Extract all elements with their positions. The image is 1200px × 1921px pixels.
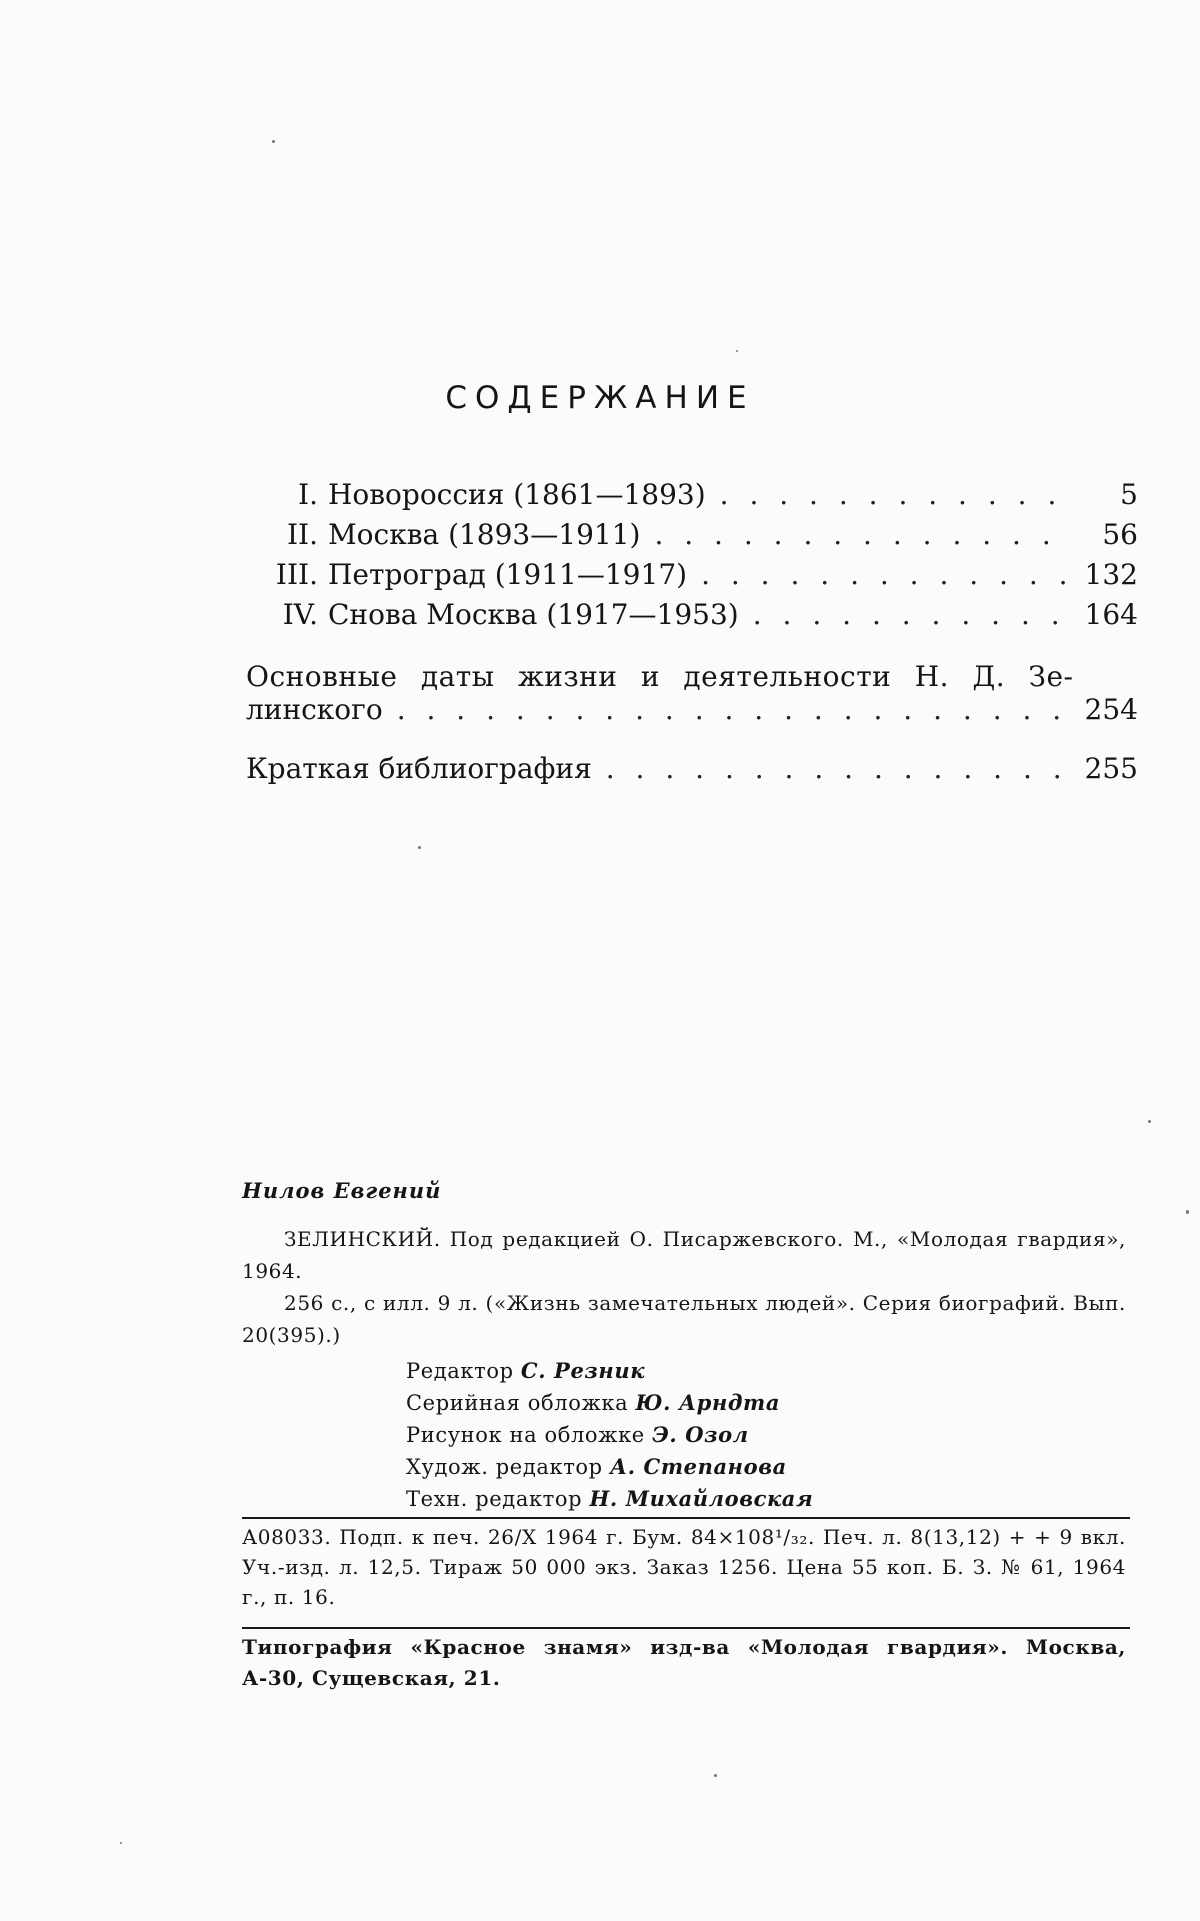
scan-speck bbox=[120, 1842, 122, 1844]
toc-entry[interactable] bbox=[246, 515, 1138, 555]
bibliographic-record bbox=[242, 1178, 1126, 1515]
page-number: 254 bbox=[1082, 693, 1138, 727]
scan-speck bbox=[272, 140, 275, 143]
scan-speck bbox=[736, 350, 738, 352]
table-of-contents bbox=[246, 475, 1138, 789]
page-number: 255 bbox=[1082, 749, 1138, 789]
toc-entry[interactable] bbox=[246, 475, 1138, 515]
author-name: Нилов Евгений bbox=[242, 1178, 1126, 1203]
credit-line bbox=[406, 1387, 1126, 1419]
scan-speck bbox=[714, 1774, 717, 1777]
credit-role: Худож. редактор bbox=[406, 1455, 603, 1479]
chapter-number: II. bbox=[246, 515, 328, 555]
printer-info: Типография «Красное знамя» изд-ва «Молодая гвардия». Москва, А-30, Сущевская, 21. bbox=[242, 1632, 1126, 1694]
dot-leader bbox=[720, 475, 1068, 515]
series-info: 256 с., с илл. 9 л. («Жизнь замечательных людей». Серия биографий. Вып. 20(395).) bbox=[242, 1287, 1126, 1351]
credits-list bbox=[406, 1355, 1126, 1515]
dates-title-line2-row bbox=[246, 693, 1138, 727]
chapter-number: I. bbox=[246, 475, 328, 515]
chapter-number: IV. bbox=[246, 595, 328, 635]
credit-line bbox=[406, 1451, 1126, 1483]
credit-name: Н. Михайловская bbox=[589, 1486, 813, 1511]
toc-entry-dates[interactable] bbox=[246, 661, 1138, 727]
toc-entry[interactable] bbox=[246, 595, 1138, 635]
scan-speck bbox=[1186, 1210, 1189, 1214]
credit-name: А. Степанова bbox=[610, 1454, 787, 1479]
scan-speck bbox=[1148, 1120, 1151, 1123]
credit-name: Ю. Арндта bbox=[636, 1390, 781, 1415]
page-number: 132 bbox=[1082, 555, 1138, 595]
credit-line bbox=[406, 1355, 1126, 1387]
dot-leader bbox=[753, 595, 1068, 635]
chapter-title: Новороссия (1861—1893) bbox=[328, 475, 706, 515]
chapter-title: Москва (1893—1911) bbox=[328, 515, 640, 555]
credit-name: С. Резник bbox=[521, 1358, 645, 1383]
dot-leader bbox=[606, 749, 1068, 789]
divider-rule bbox=[242, 1627, 1130, 1629]
bibliography-title: Краткая библиография bbox=[246, 749, 592, 789]
credit-name: Э. Озол bbox=[652, 1422, 749, 1447]
page-number: 164 bbox=[1082, 595, 1138, 635]
imprint-data: А08033. Подп. к печ. 26/X 1964 г. Бум. 84×108¹/₃₂. Печ. л. 8(13,12) + + 9 вкл. Уч.-изд. л. 12,5. Тираж 50 000 экз. Заказ 1256. Цена 55 коп. Б. З. № 61, 1964 г., п. 16. bbox=[242, 1522, 1126, 1612]
page-number: 56 bbox=[1082, 515, 1138, 555]
dates-title-line2: линского bbox=[246, 693, 383, 727]
chapter-number: III. bbox=[246, 555, 328, 595]
credit-line bbox=[406, 1419, 1126, 1451]
credit-role: Техн. редактор bbox=[406, 1487, 582, 1511]
dot-leader bbox=[397, 693, 1068, 727]
page-number: 5 bbox=[1082, 475, 1138, 515]
dot-leader bbox=[654, 515, 1068, 555]
contents-heading: СОДЕРЖАНИЕ bbox=[0, 380, 1200, 416]
book-description: ЗЕЛИНСКИЙ. Под редакцией О. Писаржевского. М., «Молодая гвардия», 1964. bbox=[242, 1223, 1126, 1287]
divider-rule bbox=[242, 1517, 1130, 1519]
dates-title-line1: Основные даты жизни и деятельности Н. Д. Зе- bbox=[246, 661, 1138, 693]
book-page bbox=[0, 0, 1200, 1921]
credit-role: Серийная обложка bbox=[406, 1391, 628, 1415]
chapter-title: Петроград (1911—1917) bbox=[328, 555, 687, 595]
toc-entry-bibliography[interactable] bbox=[246, 749, 1138, 789]
credit-line bbox=[406, 1483, 1126, 1515]
credit-role: Редактор bbox=[406, 1359, 514, 1383]
chapter-title: Снова Москва (1917—1953) bbox=[328, 595, 739, 635]
scan-speck bbox=[418, 846, 421, 849]
credit-role: Рисунок на обложке bbox=[406, 1423, 645, 1447]
dot-leader bbox=[701, 555, 1068, 595]
toc-entry[interactable] bbox=[246, 555, 1138, 595]
